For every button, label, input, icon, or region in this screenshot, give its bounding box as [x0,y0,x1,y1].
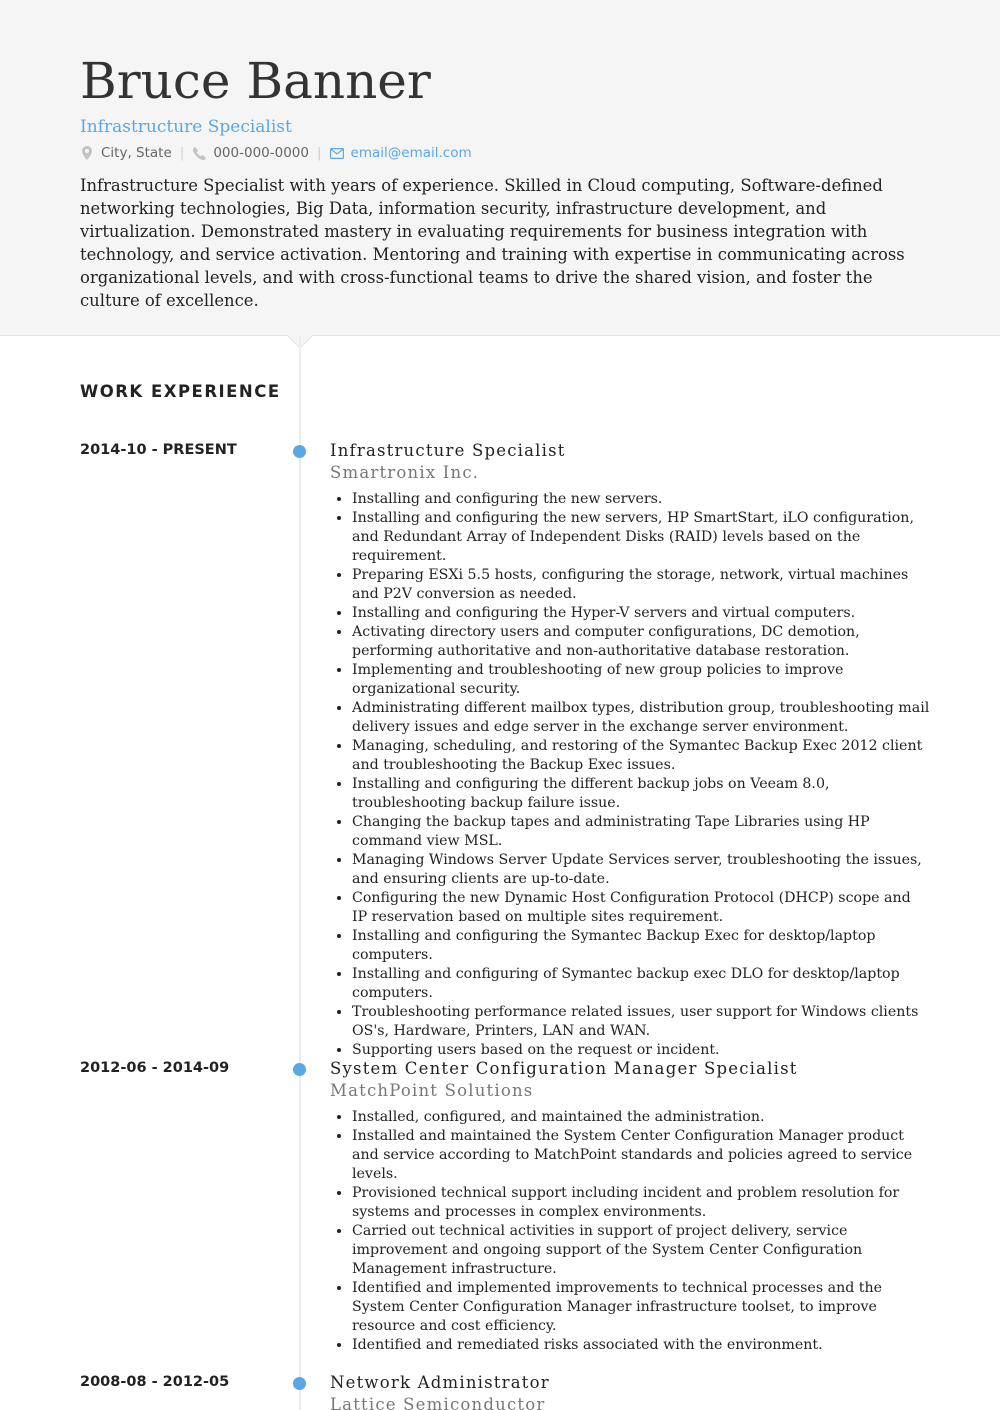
email-link[interactable]: email@email.com [350,145,472,161]
job-bullet: • Configuring the new Dynamic Host Configuration Protocol (DHCP) scope and IP reservation based on multiple sites requirement. [352,889,930,927]
phone-icon [192,146,206,160]
job-role: Network Administrator [330,1373,550,1392]
resume-body [0,336,1000,1410]
job-bullet: • Carried out technical activities in support of project delivery, service improvement and ongoing support of the System Center Configuration Management infrastructure. [352,1222,930,1279]
job-bullet: • Installing and configuring the Symantec Backup Exec for desktop/laptop computers. [352,927,930,965]
job-company: Smartronix Inc. [330,463,480,482]
envelope-icon [330,146,344,160]
professional-summary: Infrastructure Specialist with years of experience. Skilled in Cloud computing, Software-defined networking technologies, Big Data, information security, infrastructure development, and virtualization. Demonstrated mastery in evaluating requirements for business integration with technology, and service activation. Mentoring and training with expertise in communicating across organizational levels, and with cross-functional teams to drive the shared vision, and foster the culture of excellence. [80,176,905,310]
job-dates: 2014-10 - PRESENT [80,442,237,458]
job-content [330,1058,930,1355]
job-role: System Center Configuration Manager Specialist [330,1059,798,1078]
job-bullet: • Installing and configuring the different backup jobs on Veeam 8.0, troubleshooting backup failure issue. [352,775,930,813]
job-company: Lattice Semiconductor [330,1395,546,1410]
contact-phone [192,145,309,161]
job-bullet: • Changing the backup tapes and administrating Tape Libraries using HP command view MSL. [352,813,930,851]
job-bullet: • Activating directory users and computer configurations, DC demotion, performing authoritative and non-authoritative database restoration. [352,623,930,661]
job-bullet: • Implementing and troubleshooting of new group policies to improve organizational security. [352,661,930,699]
job-bullets [330,490,930,1060]
job-bullet: • Installed and maintained the System Center Configuration Manager product and service according to MatchPoint standards and policies agreed to service levels. [352,1127,930,1184]
section-title-work-experience: WORK EXPERIENCE [80,382,281,401]
timeline-dot [293,445,306,458]
timeline-dot [293,1063,306,1076]
job-role: Infrastructure Specialist [330,441,566,460]
contact-info [80,142,920,164]
job-bullet: • Managing, scheduling, and restoring of the Symantec Backup Exec 2012 client and troubleshooting the Backup Exec issues. [352,737,930,775]
phone-text: 000-000-0000 [213,145,309,161]
job-bullet: • Supporting users based on the request or incident. [352,1041,930,1060]
job-bullet: • Troubleshooting performance related issues, user support for Windows clients OS's, Hardware, Printers, LAN and WAN. [352,1003,930,1041]
location-pin-icon [80,146,94,160]
job-bullet: • Provisioned technical support including incident and problem resolution for systems and processes in complex environments. [352,1184,930,1222]
job-dates: 2008-08 - 2012-05 [80,1374,230,1390]
job-content [330,440,930,1060]
contact-separator: | [179,145,185,161]
contact-separator: | [316,145,322,161]
job-bullet: • Installing and configuring of Symantec backup exec DLO for desktop/laptop computers. [352,965,930,1003]
job-bullet: • Installing and configuring the Hyper-V servers and virtual computers. [352,604,930,623]
resume-header [0,0,1000,336]
candidate-name: Bruce Banner [80,52,431,110]
job-bullet: • Administrating different mailbox types, distribution group, troubleshooting mail delivery issues and edge server in the exchange server environment. [352,699,930,737]
job-company: MatchPoint Solutions [330,1081,534,1100]
job-bullet: • Managing Windows Server Update Services server, troubleshooting the issues, and ensuring clients are up-to-date. [352,851,930,889]
contact-location [80,145,172,161]
job-bullet: • Installed, configured, and maintained the administration. [352,1108,930,1127]
candidate-title: Infrastructure Specialist [80,117,292,137]
job-content [330,1372,930,1410]
timeline-dot [293,1377,306,1390]
contact-email[interactable] [330,145,472,161]
job-bullet: • Identified and remediated risks associated with the environment. [352,1336,930,1355]
job-bullets [330,1108,930,1355]
location-text: City, State [101,145,172,161]
job-bullet: • Identified and implemented improvements to technical processes and the System Center Configuration Manager infrastructure toolset, to improve resource and cost efficiency. [352,1279,930,1336]
job-bullet: • Installing and configuring the new servers. [352,490,930,509]
job-bullet: • Installing and configuring the new servers, HP SmartStart, iLO configuration, and Redundant Array of Independent Disks (RAID) levels based on the requirement. [352,509,930,566]
timeline-line [299,336,301,1410]
job-dates: 2012-06 - 2014-09 [80,1060,230,1076]
job-bullet: • Preparing ESXi 5.5 hosts, configuring the storage, network, virtual machines and P2V conversion as needed. [352,566,930,604]
